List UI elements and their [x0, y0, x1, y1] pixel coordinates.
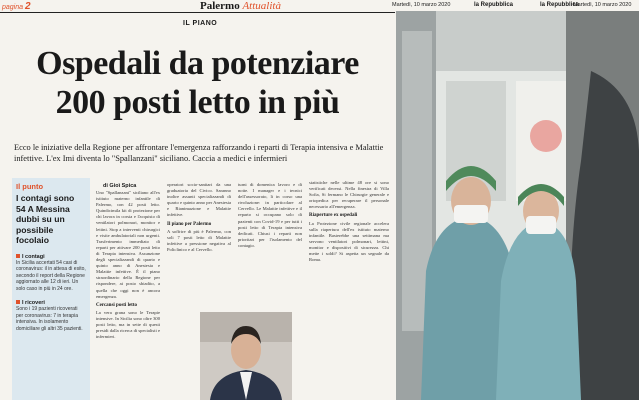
column-2-text-b: A soffrire di più è Palermo, con soli 7 posti letto di Malattie infettive a pressione negativa al Policlinico e al Cervello. [167, 228, 231, 252]
body-column-4 [309, 180, 389, 400]
sidebar-block1-title-text: I contagi [22, 253, 45, 260]
column-2-text: operatori socio-sanitari da una graduatoria del Civico. Saranno inoltre assunti specializzandi di quarto e quinto anno per Anestesia e Rianimazione e Malattie infettive. [167, 182, 231, 218]
body-column-1 [96, 190, 160, 400]
right-paper-name: la Repubblica [540, 2, 580, 8]
column-1-subheading: Cercansi posti letto [96, 302, 138, 308]
photo-official-portrait [200, 312, 292, 400]
article-headline [0, 44, 395, 122]
column-2-subheading: Il piano per Palermo [167, 221, 212, 227]
column-3-text: turni di domenica lavoro e di notte. I manager e i tecnici dell'assessorato, li in corso una rivoluzione: in particolare al Cervello. Le Malattie infettive e il reparto si occupano solo di pazienti con Covid-19 e per tutti i posti letto di Terapia intensiva dedicati. Chiusi i reparti non prioritari per l'isolamento del contagio. [238, 182, 302, 248]
page-masthead [0, 0, 639, 11]
article-byline: di Gioì Spica [103, 183, 137, 189]
top-rule [0, 12, 395, 13]
news-photo [396, 11, 639, 400]
sidebar-block2-text: Sono i 19 pazienti ricoverati per coronavirus: 7 in terapia intensiva. In isolamento domiciliare gli altri 35 pazienti. [16, 306, 83, 332]
bullet-icon [16, 300, 20, 304]
left-date: Martedì, 10 marzo 2020 [392, 2, 451, 8]
sidebar-block1-text: In Sicilia accertati 54 casi di coronavirus: il in attesa di esito, secondo il report della Regione aggiornato alle 12 di ieri. Un solo caso in più in 24 ore. [16, 259, 86, 292]
right-date: Martedì, 10 marzo 2020 [573, 2, 632, 8]
body-column-2 [167, 182, 231, 302]
sidebar-box [12, 178, 90, 400]
column-1-text-b: La vera grana sono le Terapie intensive. In Sicilia sono oltre 300 posti letto, ma in sette di questi presidi dalla ricerca di specialisti e infermieri. [96, 309, 160, 340]
page-label: pagina [2, 4, 24, 11]
portrait-photo [200, 312, 292, 400]
headline-line-1: Ospedali da potenziare [36, 45, 359, 82]
section-label: Attualità [242, 0, 281, 12]
left-paper-name: la Repubblica [474, 2, 514, 8]
column-4-text-b: La Protezione civile regionale accelera sulla riapertura dell'ex istituto materno infantile. Basterebbe una settimana ma servono ventilatori polmonari, lettini, monitor e dispositivi di sicurezza. Chi mette i soldi? Si aspetta un segnale da Roma. [309, 220, 389, 263]
sidebar-tag: Il punto [16, 182, 44, 191]
column-4-subheading: Riaperture ex ospedali [309, 213, 358, 219]
sidebar-block2-title-text: I ricoveri [22, 300, 45, 307]
headline-line-2: 200 posti letto in più [55, 84, 340, 121]
article-kicker: IL PIANO [183, 20, 218, 27]
section-title [200, 0, 281, 12]
page-number-value: 2 [24, 1, 31, 12]
article-subhead: Ecco le iniziative della Regione per affrontare l'emergenza rafforzando i reparti di Terapia intensiva e Malattie infettive. L'ex Imi diventa lo "Spallanzani" siciliano. Caccia a medici e infermieri [14, 143, 384, 163]
city-label: Palermo [200, 0, 240, 12]
column-1-text: Uno "Spallanzani" siciliano all'ex istituto materno infantile di Palermo, con 42 posti letto. Quindicimila kit di protezione per chi lavora in corsia e l'acquisto di ventilatori polmonari, monitor e lettini. Stop a interventi chirurgici e visite ambulatoriali non urgenti. Trasferimento immediato di reparti per attivare 200 posti letto di Terapia intensiva. Assunzione degli specializzandi di quarto e quinto anno di Anestesia e Malattie infettive. È il piano straordinario della Regione per rispondere, ai posto sbiadito, a quella che oggi non è ancora emergenza. [96, 190, 160, 299]
column-4-text: statistiche nelle ultime 48 ore si sono verificati decessi. Nella finestra di Villa Sofia, Si fermano le Chirurgie generale e ortopedica per recuperare il personale necessario all'emergenza. [309, 180, 389, 210]
sidebar-headline: I contagi sono 54 A Messina dubbi su un possibile focolaio [16, 193, 75, 246]
bullet-icon [16, 254, 20, 258]
page-number [2, 1, 31, 12]
photo-hospital-staff [396, 11, 639, 400]
